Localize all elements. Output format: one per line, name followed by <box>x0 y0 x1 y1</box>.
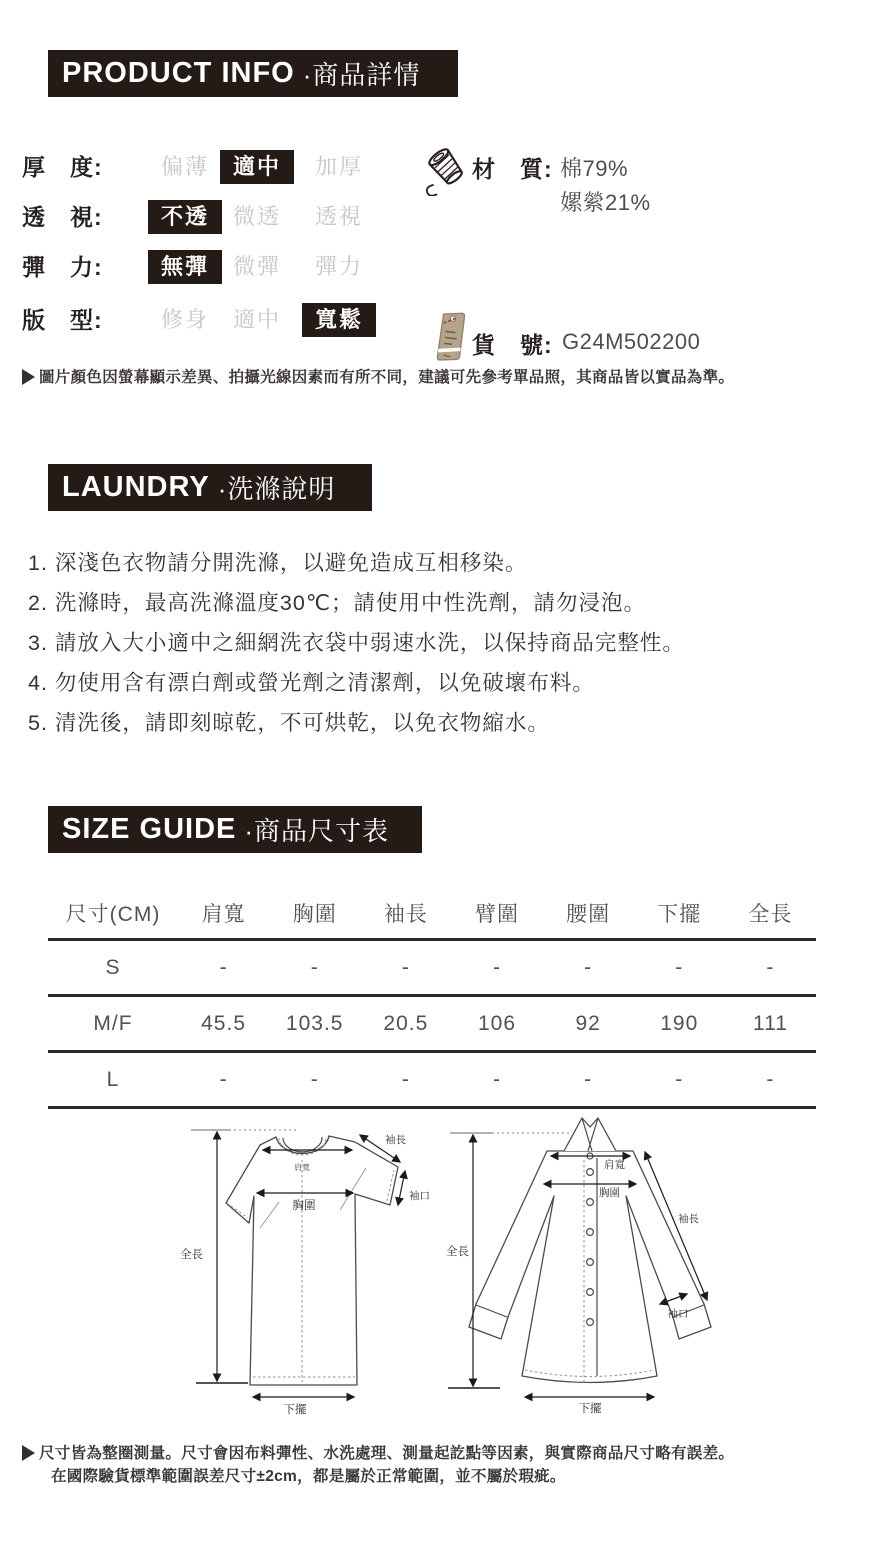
value-cell: 20.5 <box>383 1011 429 1035</box>
value-cell: - <box>401 955 410 979</box>
value-cell: - <box>675 955 684 979</box>
attribute-row-stretch <box>22 248 422 286</box>
hang-tag-icon <box>426 308 474 364</box>
size-guide-header-zh: ·商品尺寸表 <box>244 816 390 846</box>
attribute-row-sheerness <box>22 198 422 236</box>
measurement-note-line1: 尺寸皆為整圈測量。尺寸會因布料彈性、水洗處理、測量起訖點等因素，與實際商品尺寸略有誤差。 <box>39 1445 735 1462</box>
value-cell: - <box>766 1067 775 1091</box>
value-cell: - <box>584 1067 593 1091</box>
attribute-option-selected: 寬鬆 <box>302 303 376 337</box>
attribute-option: 微透 <box>232 204 281 229</box>
size-table-row-mf <box>48 997 816 1053</box>
size-table-header-row <box>48 888 816 941</box>
right-cuff-label: 袖口 <box>667 1308 689 1320</box>
column-header: 袖長 <box>383 903 428 926</box>
laundry-header <box>48 464 372 511</box>
size-guide-header-en: SIZE GUIDE <box>62 813 237 845</box>
material-value-2: 嫘縈21% <box>560 190 651 215</box>
attribute-row-fit <box>22 301 422 339</box>
item-number-label: 貨 號: <box>472 332 553 358</box>
value-cell: - <box>675 1067 684 1091</box>
value-cell: - <box>492 955 501 979</box>
column-header: 臂圍 <box>474 903 519 926</box>
right-length-label: 全長 <box>446 1246 469 1258</box>
value-cell: - <box>766 955 775 979</box>
size-cell: L <box>106 1067 120 1091</box>
value-cell: - <box>219 955 228 979</box>
attribute-option: 加厚 <box>314 154 363 179</box>
attribute-option-selected: 不透 <box>148 200 222 234</box>
attribute-option-selected: 適中 <box>220 150 294 184</box>
material-label: 材 質: <box>472 156 553 182</box>
value-cell: - <box>310 955 319 979</box>
attribute-label: 厚 度: <box>22 154 103 180</box>
right-chest-label: 胸圍 <box>599 1187 620 1199</box>
value-cell: 190 <box>660 1011 699 1035</box>
size-table <box>48 888 816 1109</box>
laundry-header-en: LAUNDRY <box>62 471 210 503</box>
size-table-row-s <box>48 941 816 997</box>
left-shoulder-label: 肩寬 <box>294 1163 310 1172</box>
laundry-header-zh: ·洗滌說明 <box>217 474 336 504</box>
attribute-option: 偏薄 <box>160 154 209 179</box>
product-info-header-en: PRODUCT INFO <box>62 57 295 89</box>
material-value-1: 棉79% <box>560 156 629 181</box>
size-cell: M/F <box>93 1011 133 1035</box>
product-info-header-zh: ·商品詳情 <box>302 60 421 90</box>
laundry-item-3: 3. 請放入大小適中之細網洗衣袋中弱速水洗，以保持商品完整性。 <box>28 631 685 655</box>
left-length-label: 全長 <box>180 1249 203 1261</box>
right-hem-label: 下擺 <box>578 1403 602 1415</box>
size-table-row-l <box>48 1053 816 1109</box>
value-cell: 45.5 <box>201 1011 246 1035</box>
color-disclaimer-note <box>22 366 852 389</box>
measurement-note-line2: 在國際驗貨標準範圍誤差尺寸±2cm，都是屬於正常範圍，並不屬於瑕疵。 <box>51 1468 566 1485</box>
attribute-label: 透 視: <box>22 204 103 230</box>
attribute-option: 修身 <box>160 307 209 332</box>
value-cell: - <box>310 1067 319 1091</box>
value-cell: 106 <box>477 1011 517 1035</box>
attribute-option: 微彈 <box>232 254 281 279</box>
column-header: 肩寬 <box>201 903 246 926</box>
attribute-option-selected: 無彈 <box>148 250 222 284</box>
shirt-dress-outline <box>469 1118 711 1383</box>
attribute-label: 彈 力: <box>22 254 103 280</box>
size-table-unit-header: 尺寸(CM) <box>65 903 161 926</box>
value-cell: - <box>584 955 593 979</box>
attribute-option: 彈力 <box>314 254 363 279</box>
value-cell: 111 <box>752 1011 788 1035</box>
laundry-item-2: 2. 洗滌時，最高洗滌溫度30℃；請使用中性洗劑，請勿浸泡。 <box>28 591 646 615</box>
note-text: 圖片顏色因螢幕顯示差異、拍攝光線因素而有所不同，建議可先參考單品照，其商品皆以實品為準。 <box>39 369 735 386</box>
laundry-item-4: 4. 勿使用含有漂白劑或螢光劑之清潔劑，以免破壞布料。 <box>28 671 595 695</box>
thread-spool-icon <box>420 144 476 196</box>
product-info-header <box>48 50 458 97</box>
column-header: 胸圍 <box>292 903 337 926</box>
size-guide-header <box>48 806 422 853</box>
laundry-item-5: 5. 清洗後，請即刻晾乾，不可烘乾，以免衣物縮水。 <box>28 711 550 735</box>
left-cuff-label: 袖口 <box>409 1190 430 1202</box>
item-number-value: G24M502200 <box>562 329 701 354</box>
value-cell: 92 <box>575 1011 601 1035</box>
value-cell: - <box>492 1067 501 1091</box>
value-cell: 103.5 <box>285 1011 344 1035</box>
size-cell: S <box>105 955 121 979</box>
left-chest-label: 胸圍 <box>292 1200 316 1212</box>
attribute-option: 適中 <box>232 307 281 332</box>
measurement-diagram <box>48 1106 828 1441</box>
attribute-label: 版 型: <box>22 307 103 333</box>
tshirt-dress-outline <box>226 1136 398 1385</box>
left-sleeve-label: 袖長 <box>385 1134 406 1146</box>
right-sleeve-label: 袖長 <box>678 1213 699 1225</box>
note-arrow-icon <box>22 1445 35 1461</box>
left-hem-label: 下擺 <box>283 1404 307 1416</box>
value-cell: - <box>401 1067 410 1091</box>
value-cell: - <box>219 1067 228 1091</box>
measurement-disclaimer-note <box>22 1442 857 1488</box>
attribute-row-thickness <box>22 148 422 186</box>
attribute-option: 透視 <box>314 204 363 229</box>
column-header: 腰圍 <box>566 903 611 926</box>
note-arrow-icon <box>22 369 35 385</box>
laundry-item-1: 1. 深淺色衣物請分開洗滌，以避免造成互相移染。 <box>28 551 528 575</box>
column-header: 下擺 <box>657 903 702 926</box>
column-header: 全長 <box>748 903 793 926</box>
right-shoulder-label: 肩寬 <box>604 1159 625 1171</box>
